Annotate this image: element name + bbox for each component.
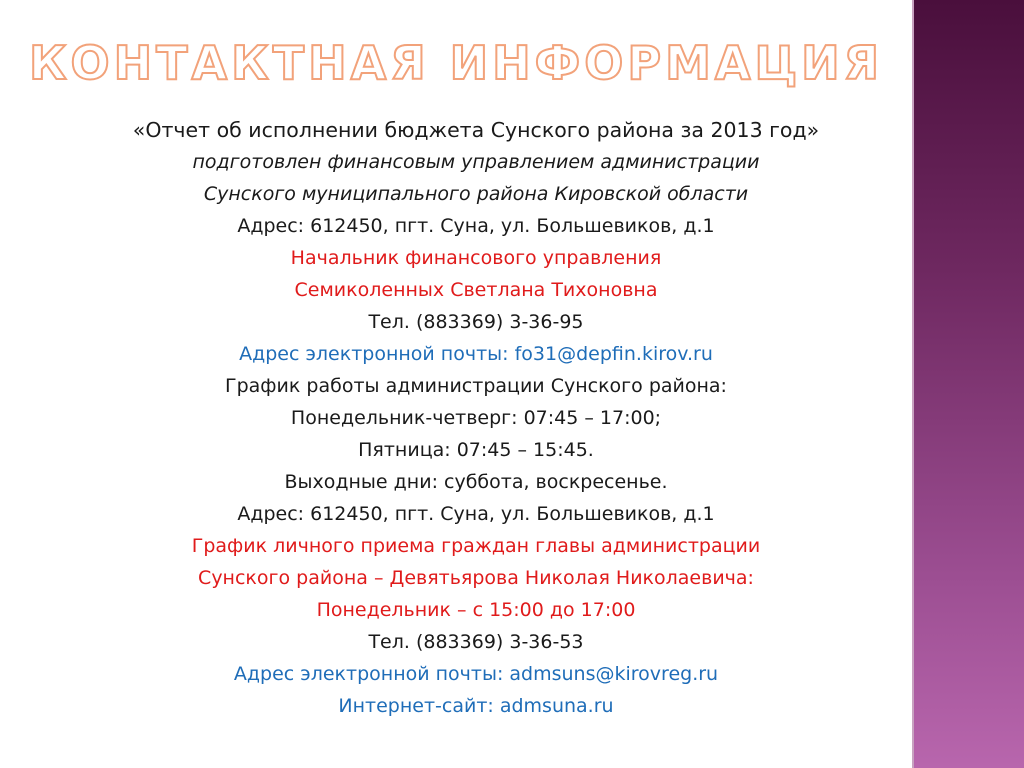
phone-line-2: Тел. (883369) 3-36-53 [368, 631, 584, 653]
website-link[interactable]: admsuna.ru [499, 695, 614, 717]
schedule-weekdays: Понедельник-четверг: 07:45 – 17:00; [290, 407, 662, 429]
decorative-sidebar [912, 0, 1024, 768]
email-label: Адрес электронной почты: [239, 343, 515, 365]
schedule-title: График работы администрации Сунского района: [225, 375, 727, 397]
head-position: Начальник финансового управления [290, 247, 662, 269]
slide-title: КОНТАКТНАЯ ИНФОРМАЦИЯ [28, 36, 884, 90]
website-line [40, 690, 912, 722]
email-label-2: Адрес электронной почты: [233, 663, 510, 685]
reception-title-1: График личного приема граждан главы администрации [191, 535, 761, 557]
prepared-by-line-1: подготовлен финансовым управлением администрации [192, 151, 760, 173]
reception-time: Понедельник – с 15:00 до 17:00 [316, 599, 636, 621]
address-line: Адрес: 612450, пгт. Суна, ул. Большевиков, д.1 [237, 215, 715, 237]
sidebar-divider [912, 0, 914, 768]
email-link-2[interactable]: admsuns@kirovreg.ru [509, 663, 719, 685]
email-line-2 [40, 658, 912, 690]
contact-info [40, 114, 912, 722]
email-line [40, 338, 912, 370]
phone-line: Тел. (883369) 3-36-95 [368, 311, 584, 333]
head-name: Семиколенных Светлана Тихоновна [294, 279, 658, 301]
address-line-2: Адрес: 612450, пгт. Суна, ул. Большевиков, д.1 [237, 503, 715, 525]
schedule-friday: Пятница: 07:45 – 15:45. [358, 439, 594, 461]
report-title: «Отчет об исполнении бюджета Сунского района за 2013 год» [132, 118, 820, 142]
website-label: Интернет-сайт: [338, 695, 500, 717]
schedule-weekend: Выходные дни: суббота, воскресенье. [284, 471, 668, 493]
prepared-by-line-2: Сунского муниципального района Кировской области [203, 183, 749, 205]
email-link[interactable]: fo31@depfin.kirov.ru [514, 343, 713, 365]
reception-title-2: Сунского района – Девятьярова Николая Николаевича: [198, 567, 754, 589]
